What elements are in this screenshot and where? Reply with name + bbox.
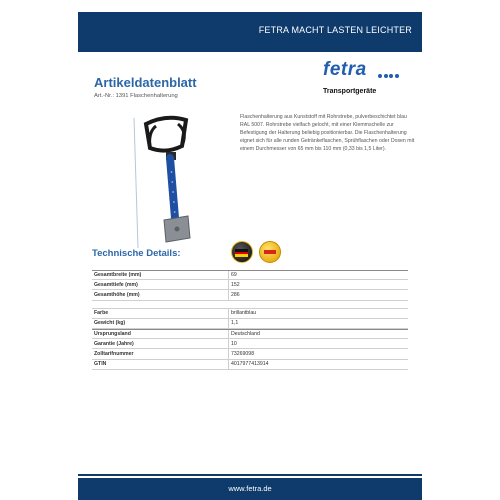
spec-row: Gesamtbreite (mm) 69 [92, 270, 408, 280]
page-title: Artikeldatenblatt [94, 75, 197, 90]
spec-row: Gewicht (kg) 1,1 [92, 319, 408, 329]
spec-row: Zolltarifnummer 73269098 [92, 349, 408, 359]
logo-tagline: Transportgeräte [323, 88, 377, 95]
technical-details-title: Technische Details: [92, 248, 181, 259]
spec-row: Gesamttiefe (mm) 152 [92, 280, 408, 290]
footer-divider [78, 474, 422, 476]
datasheet-page [78, 0, 422, 500]
spec-row: Gesamthöhe (mm) 286 [92, 290, 408, 300]
footer-url[interactable]: www.fetra.de [228, 484, 272, 493]
header-bar [78, 12, 422, 52]
logo-dots-icon [378, 74, 399, 78]
logo-wordmark: fetra [323, 59, 367, 80]
fetra-logo [318, 60, 408, 100]
footer-bar [78, 478, 422, 500]
header-slogan: FETRA MACHT LASTEN LEICHTER [258, 25, 412, 35]
made-in-germany-badge-icon [231, 241, 253, 263]
spec-table [92, 270, 408, 370]
product-description: Flaschenhalterung aus Kunststoff mit Rohrstrebe, pulverbeschichtet blau RAL 5007. Rohrstrebe vielfach gelocht, mit einer Klemmschelle zur Befestigung der Halterung beliebig positionierbar. Die Flaschenhalterung eignet sich für alle runden Getränkeflaschen, Sprühflaschen oder Dosen mit einem Durchmesser von 65 mm bis 110 mm (0,33 bis 1,5 Liter). [240, 114, 415, 152]
spec-row: Ursprungsland Deutschland [92, 329, 408, 339]
spec-row: GTIN 4017977413914 [92, 360, 408, 370]
bottle-holder-product-image [126, 112, 226, 250]
article-number: Art.-Nr.: 1391 Flaschenhalterung [94, 93, 178, 99]
quality-seal-badge-icon [259, 241, 281, 263]
strut-rod [134, 118, 138, 248]
spec-row: Farbe brillantblau [92, 309, 408, 319]
spec-row: Garantie (Jahre) 10 [92, 339, 408, 349]
